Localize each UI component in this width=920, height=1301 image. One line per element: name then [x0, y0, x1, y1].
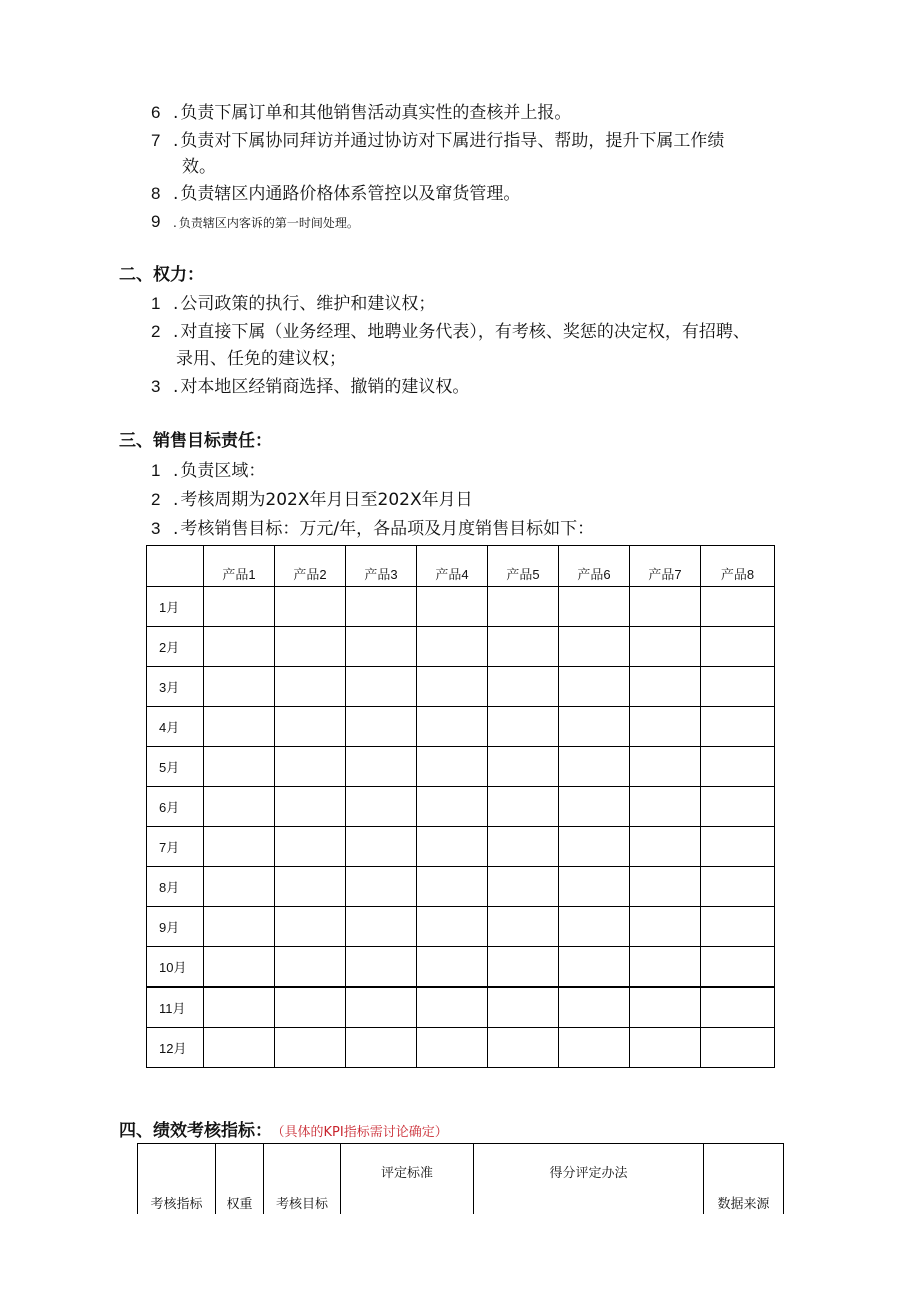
target-cell [488, 827, 559, 867]
target-cell [275, 947, 346, 988]
month-label: 8月 [147, 867, 204, 907]
authority-item-2: 2 . 对直接下属（业务经理、地聘业务代表），有考核、奖惩的决定权，有招聘、 [151, 322, 750, 342]
authority-item-3: 3 . 对本地区经销商选择、撤销的建议权。 [151, 377, 470, 397]
target-cell [559, 787, 630, 827]
column-header: 产品6 [559, 546, 630, 587]
target-cell [630, 907, 701, 947]
item-number: 8 [151, 184, 161, 203]
target-cell [559, 707, 630, 747]
target-cell [559, 747, 630, 787]
table-row [147, 747, 775, 787]
sales-item-2: 2 . 考核周期为202X年月日至202X年月日 [151, 490, 473, 510]
table-row [147, 947, 775, 988]
target-cell [204, 907, 275, 947]
month-label: 6月 [147, 787, 204, 827]
target-cell [559, 827, 630, 867]
column-header: 考核指标 [138, 1144, 216, 1215]
target-cell [275, 747, 346, 787]
target-cell [630, 707, 701, 747]
table-row [147, 1028, 775, 1068]
sales-item-1: 1 . 负责区域： [151, 461, 266, 481]
table-row [147, 907, 775, 947]
target-cell [417, 827, 488, 867]
target-cell [204, 667, 275, 707]
target-cell [346, 827, 417, 867]
month-label: 12月 [147, 1028, 204, 1068]
duty-item-7: 7 . 负责对下属协同拜访并通过协访对下属进行指导、帮助，提升下属工作绩 [151, 131, 725, 151]
table-row [147, 627, 775, 667]
column-header: 产品4 [417, 546, 488, 587]
target-cell [630, 827, 701, 867]
month-label: 5月 [147, 747, 204, 787]
target-cell [417, 707, 488, 747]
duty-item-6: 6 . 负责下属订单和其他销售活动真实性的查核并上报。 [151, 103, 572, 123]
column-header: 产品7 [630, 546, 701, 587]
column-header: 数据来源 [704, 1144, 784, 1215]
target-cell [488, 747, 559, 787]
authority-item-2-continuation: 录用、任免的建议权； [176, 349, 346, 369]
target-cell [559, 667, 630, 707]
section-title: 四、绩效考核指标： [119, 1121, 272, 1141]
item-number: 1 [151, 294, 161, 313]
target-cell [488, 707, 559, 747]
target-cell [204, 827, 275, 867]
month-label: 2月 [147, 627, 204, 667]
column-header: 评定标准 [341, 1144, 474, 1215]
table-row [147, 867, 775, 907]
target-cell [417, 907, 488, 947]
table-row [147, 787, 775, 827]
column-header: 权重 [216, 1144, 264, 1215]
target-cell [701, 1028, 775, 1068]
duty-item-9: 9 . 负责辖区内客诉的第一时间处理。 [151, 210, 359, 235]
item-text: 公司政策的执行、维护和建议权； [180, 294, 436, 314]
item-text: 对直接下属（业务经理、地聘业务代表），有考核、奖惩的决定权，有招聘、 [180, 322, 750, 342]
item-text: 负责对下属协同拜访并通过协访对下属进行指导、帮助，提升下属工作绩 [180, 131, 725, 151]
month-label: 9月 [147, 907, 204, 947]
target-cell [701, 707, 775, 747]
target-cell [417, 1028, 488, 1068]
item-number: 3 [151, 519, 161, 538]
target-cell [701, 987, 775, 1028]
target-cell [630, 627, 701, 667]
target-cell [488, 787, 559, 827]
target-cell [346, 1028, 417, 1068]
target-cell [701, 787, 775, 827]
item-text: 考核周期为202X年月日至202X年月日 [180, 490, 473, 510]
target-cell [701, 827, 775, 867]
column-header: 考核目标 [264, 1144, 341, 1215]
target-cell [204, 707, 275, 747]
month-label: 1月 [147, 587, 204, 627]
target-cell [630, 747, 701, 787]
column-header: 产品3 [346, 546, 417, 587]
header-corner-cell [147, 546, 204, 587]
target-cell [204, 747, 275, 787]
target-cell [488, 907, 559, 947]
table-header-row [138, 1144, 784, 1215]
target-cell [559, 867, 630, 907]
month-label: 10月 [147, 947, 204, 988]
item-text: 负责下属订单和其他销售活动真实性的查核并上报。 [180, 103, 572, 123]
target-cell [275, 667, 346, 707]
target-cell [346, 947, 417, 988]
column-header: 产品1 [204, 546, 275, 587]
item-number: 9 [151, 212, 161, 231]
target-cell [701, 947, 775, 988]
sales-item-3: 3 . 考核销售目标：万元/年，各品项及月度销售目标如下： [151, 519, 595, 539]
target-cell [275, 787, 346, 827]
table-row [147, 667, 775, 707]
target-cell [417, 627, 488, 667]
target-cell [275, 907, 346, 947]
target-cell [559, 947, 630, 988]
target-cell [559, 987, 630, 1028]
item-number: 6 [151, 103, 161, 122]
item-number: 1 [151, 461, 161, 480]
table-row [147, 587, 775, 627]
target-cell [488, 987, 559, 1028]
item-text: 负责辖区内客诉的第一时间处理。 [178, 216, 359, 230]
target-cell [701, 587, 775, 627]
month-label: 3月 [147, 667, 204, 707]
target-cell [275, 587, 346, 627]
target-cell [204, 787, 275, 827]
target-cell [559, 587, 630, 627]
target-cell [559, 907, 630, 947]
target-cell [630, 867, 701, 907]
target-cell [275, 707, 346, 747]
target-cell [417, 667, 488, 707]
month-label: 4月 [147, 707, 204, 747]
target-cell [346, 867, 417, 907]
target-cell [701, 747, 775, 787]
table-row [147, 987, 775, 1028]
target-cell [701, 867, 775, 907]
item-number: 2 [151, 490, 161, 509]
column-header: 得分评定办法 [474, 1144, 704, 1215]
section-heading-authority: 二、权力： [119, 265, 204, 285]
table-header-row [147, 546, 775, 587]
target-cell [346, 587, 417, 627]
column-header: 产品5 [488, 546, 559, 587]
target-cell [701, 907, 775, 947]
target-cell [204, 987, 275, 1028]
target-cell [630, 587, 701, 627]
target-cell [630, 947, 701, 988]
item-text: 考核销售目标：万元/年，各品项及月度销售目标如下： [180, 519, 595, 539]
month-label: 11月 [147, 987, 204, 1028]
table-row [147, 827, 775, 867]
target-cell [488, 667, 559, 707]
target-cell [346, 667, 417, 707]
target-cell [488, 627, 559, 667]
item-number: 3 [151, 377, 161, 396]
target-cell [204, 867, 275, 907]
target-cell [346, 787, 417, 827]
section-note: （具体的KPI指标需讨论确定） [278, 1125, 448, 1140]
target-cell [417, 987, 488, 1028]
target-cell [559, 1028, 630, 1068]
target-cell [488, 587, 559, 627]
column-header: 产品2 [275, 546, 346, 587]
target-cell [346, 987, 417, 1028]
target-cell [346, 747, 417, 787]
target-cell [701, 667, 775, 707]
target-cell [275, 827, 346, 867]
target-cell [630, 987, 701, 1028]
target-cell [275, 867, 346, 907]
item-text: 负责辖区内通路价格体系管控以及窜货管理。 [180, 184, 521, 204]
target-cell [346, 707, 417, 747]
kpi-table [137, 1143, 784, 1214]
target-cell [275, 987, 346, 1028]
target-cell [417, 747, 488, 787]
target-cell [204, 627, 275, 667]
authority-item-1: 1 . 公司政策的执行、维护和建议权； [151, 294, 436, 314]
target-cell [204, 1028, 275, 1068]
target-cell [204, 587, 275, 627]
target-cell [417, 947, 488, 988]
target-cell [417, 787, 488, 827]
duty-item-8: 8 . 负责辖区内通路价格体系管控以及窜货管理。 [151, 184, 521, 204]
target-cell [559, 627, 630, 667]
target-cell [630, 787, 701, 827]
section-heading-kpi [119, 1119, 448, 1145]
target-cell [630, 667, 701, 707]
target-cell [275, 627, 346, 667]
target-cell [630, 1028, 701, 1068]
column-header: 产品8 [701, 546, 775, 587]
target-cell [346, 907, 417, 947]
target-cell [417, 587, 488, 627]
target-cell [701, 627, 775, 667]
target-cell [488, 1028, 559, 1068]
section-heading-sales-target: 三、销售目标责任： [119, 431, 272, 451]
target-cell [275, 1028, 346, 1068]
month-label: 7月 [147, 827, 204, 867]
duty-item-7-continuation: 效。 [182, 157, 216, 177]
target-cell [204, 947, 275, 988]
item-text: 对本地区经销商选择、撤销的建议权。 [180, 377, 470, 397]
target-cell [488, 947, 559, 988]
target-cell [346, 627, 417, 667]
target-cell [488, 867, 559, 907]
table-row [147, 707, 775, 747]
item-number: 2 [151, 322, 161, 341]
target-cell [417, 867, 488, 907]
item-number: 7 [151, 131, 161, 150]
monthly-sales-target-table [146, 545, 775, 1068]
item-text: 负责区域： [180, 461, 266, 481]
